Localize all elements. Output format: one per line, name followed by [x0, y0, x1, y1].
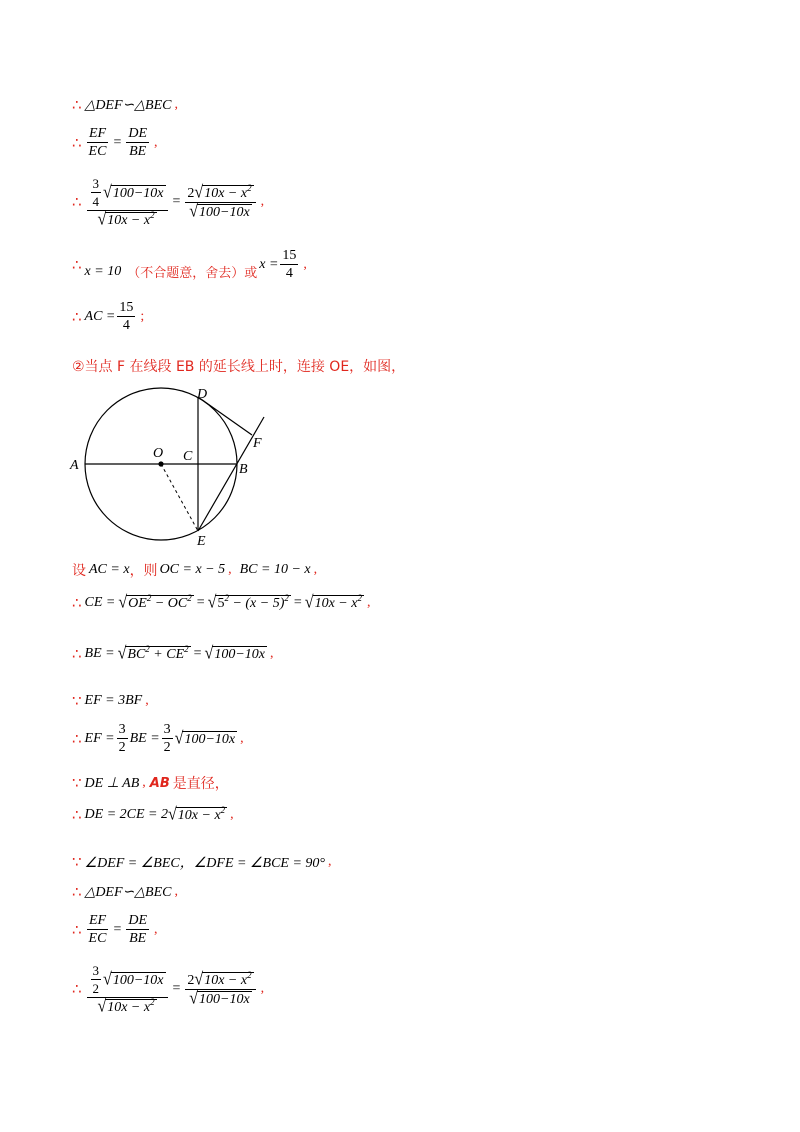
therefore-symbol: ∴	[72, 645, 82, 663]
line-ratio-1: ∴ $\frac{EF}{EC}$ = $\frac{DE}{BE}$ ,	[72, 126, 158, 159]
line-equation-1: ∴ $\frac{3}{4}$ √ 100−10x √ $10x - x^2$ = 2 √ $10x - x^2$ √ 100−10x ,	[72, 176, 265, 229]
therefore-symbol: ∴	[72, 133, 82, 152]
rejection-note: （不合题意，舍去）或	[127, 266, 258, 281]
therefore-symbol: ∴	[72, 806, 82, 824]
label-C: C	[183, 449, 193, 464]
similarity-statement: △DEF∽△BEC	[84, 97, 172, 113]
line-setup: 设 AC = x ，则 OC = x − 5 , BC = 10 − x ,	[72, 562, 318, 579]
therefore-symbol: ∴	[72, 307, 82, 326]
line-similar-2: ∴ △DEF∽△BEC ,	[72, 883, 178, 901]
label-D: D	[197, 387, 208, 402]
line-similar-1: ∴ △DEF∽△BEC ,	[72, 96, 178, 114]
label-B: B	[239, 462, 248, 477]
therefore-symbol: ∴	[72, 96, 82, 114]
therefore-symbol: ∴	[72, 594, 82, 612]
therefore-symbol: ∴	[72, 193, 82, 211]
label-O: O	[153, 446, 164, 461]
line-ce: ∴ CE = √ $OE^2 - OC^2$ = √ $5^2 - (x - 5)^2$ = √ $10x - x^2$ ,	[72, 593, 371, 612]
geometry-figure	[66, 385, 276, 550]
line-equation-2: ∴ $\frac{3}{2}$ √ 100−10x √ $10x - x^2$ = 2 √ $10x - x^2$ √ 100−10x ,	[72, 963, 265, 1016]
therefore-symbol: ∴	[72, 883, 82, 901]
label-F: F	[253, 436, 262, 451]
therefore-symbol: ∴	[72, 729, 82, 748]
line-angles: ∵ ∠DEF = ∠BEC，∠DFE = ∠BCE = 90° ,	[72, 853, 332, 871]
therefore-symbol: ∴	[72, 980, 82, 998]
line-ef-3bf: ∵ EF = 3BF ,	[72, 692, 149, 710]
label-E: E	[197, 534, 206, 549]
label-A: A	[70, 458, 79, 473]
because-symbol: ∵	[72, 853, 82, 871]
line-ef: ∴ EF = $\frac{3}{2}$ BE = $\frac{3}{2}$ √ 100−10x ,	[72, 722, 244, 755]
fraction: $\frac{DE}{BE}$	[128, 126, 148, 159]
fraction: $\frac{EF}{EC}$	[88, 126, 107, 159]
big-fraction-right: 2 √ $10x - x^2$ √ 100−10x	[185, 185, 255, 220]
big-fraction-left: $\frac{3}{4}$ √ 100−10x √ $10x - x^2$	[87, 176, 168, 228]
line-be: ∴ BE = √ $BC^2 + CE^2$ = √ 100−10x ,	[72, 644, 274, 663]
because-symbol: ∵	[72, 692, 82, 710]
line-de: ∴ DE = 2CE = 2 √ $10x - x^2$ ,	[72, 805, 234, 824]
line-ratio-2: ∴ $\frac{EF}{EC}$ = $\frac{DE}{BE}$ ,	[72, 913, 158, 946]
case-two-heading: ②当点 F 在线段 EB 的延长线上时，连接 OE，如图，	[72, 359, 406, 375]
line-perpendicular: ∵ DE ⊥ AB , AB 是直径，	[72, 774, 229, 792]
line-ac-result: ∴ AC = $\frac{15}{4}$ ;	[72, 300, 145, 333]
therefore-symbol: ∴	[72, 920, 82, 939]
line-solution: ∴ x = 10 （不合题意，舍去）或 x = $\frac{15}{4}$ ,	[72, 248, 307, 281]
fraction: $\frac{15}{4}$	[119, 300, 134, 333]
therefore-symbol: ∴	[72, 255, 82, 274]
rejected-solution: x = 10	[84, 263, 122, 279]
because-symbol: ∵	[72, 774, 82, 792]
fraction: $\frac{15}{4}$	[282, 248, 297, 281]
